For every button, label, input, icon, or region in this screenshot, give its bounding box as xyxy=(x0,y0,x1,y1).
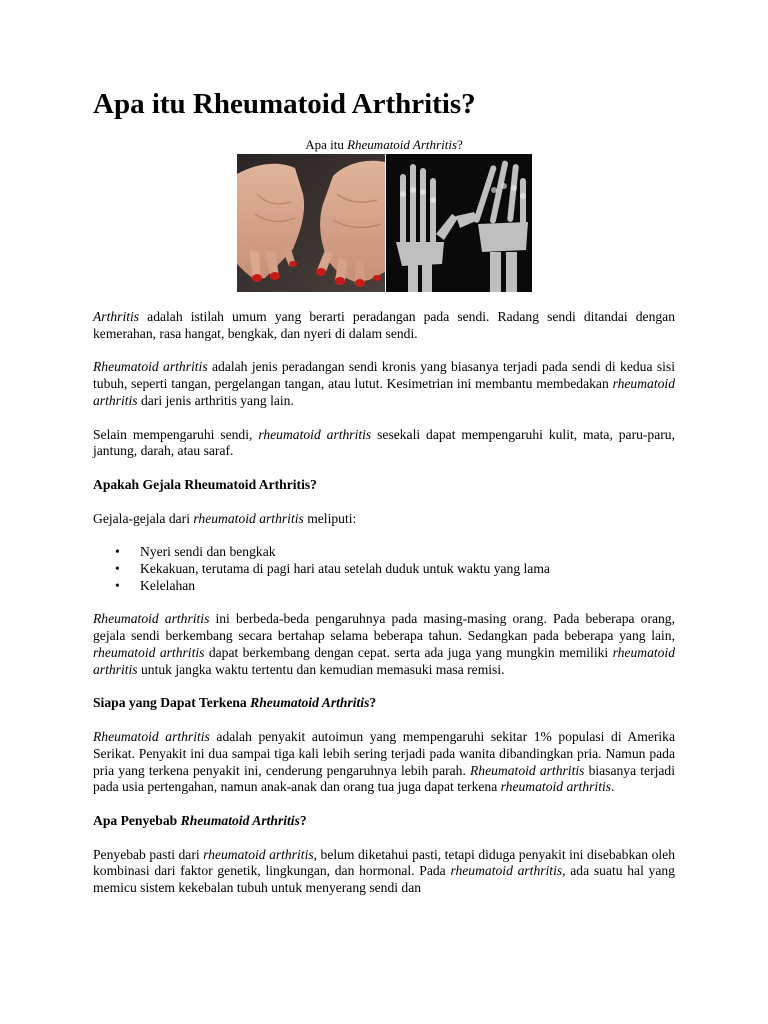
paragraph-causes xyxy=(93,847,675,897)
caption-text: Apa itu xyxy=(305,137,348,152)
body-text: Selain mempengaruhi sendi, xyxy=(93,426,259,442)
list-item-text: Kelelahan xyxy=(140,577,196,593)
emphasis-text: rheumatoid arthritis xyxy=(203,846,314,862)
list-item xyxy=(93,561,675,578)
hands-photo-image xyxy=(237,154,385,292)
body-text: Gejala-gejala dari xyxy=(93,510,194,526)
heading-emphasis: Rheumatoid Arthritis xyxy=(250,695,370,711)
emphasis-text: Rheumatoid arthritis xyxy=(93,728,210,744)
caption-suffix: ? xyxy=(457,137,463,152)
heading-causes xyxy=(93,813,675,830)
emphasis-text: Arthritis xyxy=(93,309,140,324)
paragraph-symptoms-intro xyxy=(93,511,675,528)
body-text: untuk jangka waktu tertentu dan kemudian memasuki masa remisi. xyxy=(137,661,505,677)
body-text: Penyebab pasti dari xyxy=(93,846,204,862)
caption-emphasis: Rheumatoid Arthritis xyxy=(347,137,457,152)
body-text: , belum diketahui pasti, tetapi diduga penyakit ini disebabkan oleh kombinasi dari faktor genetik, lingkungan, dan hormonal. Pada xyxy=(93,846,675,879)
body-text: dari jenis arthritis yang lain. xyxy=(137,392,294,408)
list-item-text: Kekakuan, terutama di pagi hari atau setelah duduk untuk waktu yang lama xyxy=(140,560,550,576)
page-title: Apa itu Rheumatoid Arthritis? xyxy=(93,88,476,120)
heading-emphasis: Rheumatoid Arthritis xyxy=(180,812,300,828)
figure-caption xyxy=(0,137,768,153)
bullet-icon: • xyxy=(115,560,120,576)
paragraph-who-affected xyxy=(93,729,675,796)
symptoms-list xyxy=(93,544,675,594)
body-text: ini berbeda-beda pengaruhnya pada masing-masing orang. Pada beberapa orang, gejala sendi berkembang secara bertahap selama beberapa tahun. Sedangkan pada beberapa yang lain, xyxy=(93,611,675,644)
heading-text: ? xyxy=(299,812,307,828)
paragraph-ra-definition xyxy=(93,359,675,409)
body-text: . xyxy=(611,779,615,795)
list-item xyxy=(93,544,675,561)
body-text: meliputi: xyxy=(303,510,357,526)
paragraph-ra-variation xyxy=(93,611,675,678)
emphasis-text: rheumatoid arthritis xyxy=(450,863,563,879)
heading-symptoms: Apakah Gejala Rheumatoid Arthritis? xyxy=(93,476,317,492)
body-text: dapat berkembang dengan cepat. serta ada juga yang mungkin memiliki xyxy=(204,644,613,660)
list-item-text: Nyeri sendi dan bengkak xyxy=(140,544,276,560)
heading-text: ? xyxy=(369,695,377,711)
bullet-icon: • xyxy=(115,577,120,593)
emphasis-text: Rheumatoid arthritis xyxy=(93,611,210,627)
emphasis-text: rheumatoid arthritis xyxy=(93,376,675,408)
emphasis-text: Rheumatoid arthritis xyxy=(93,359,208,375)
body-text: adalah penyakit autoimun yang mempengaruhi sekitar 1% populasi di Amerika Serikat. Penyakit ini dua sampai tiga kali lebih sering terjadi pada wanita dibandingkan pria. Namun pada pria yang terkena penyakit ini, cenderung pengaruhnya lebih parah. xyxy=(93,728,675,778)
emphasis-text: rheumatoid arthritis xyxy=(93,644,205,660)
hands-xray-image xyxy=(386,154,532,292)
article-body xyxy=(93,309,675,914)
heading-who-affected xyxy=(93,695,675,712)
paragraph-arthritis-definition xyxy=(93,309,675,343)
body-text: sesekali dapat mempengaruhi kulit, mata, paru-paru, jantung, darah, atau saraf. xyxy=(93,426,675,459)
body-text: adalah istilah umum yang berarti peradangan pada sendi. Radang sendi ditandai dengan kemerahan, rasa hangat, bengkak, dan nyeri di dalam sendi. xyxy=(93,309,675,341)
emphasis-text: rheumatoid arthritis xyxy=(500,779,612,795)
emphasis-text: rheumatoid arthritis xyxy=(193,510,304,526)
heading-text: Siapa yang Dapat Terkena xyxy=(93,695,251,711)
body-text: adalah jenis peradangan sendi kronis yang biasanya terjadi pada sendi di kedua sisi tubuh, seperti tangan, pergelangan tangan, atau lutut. Kesimetrian ini membantu membedakan xyxy=(93,359,675,392)
paragraph-ra-effects xyxy=(93,427,675,461)
emphasis-text: rheumatoid arthritis xyxy=(93,644,676,677)
emphasis-text: Rheumatoid arthritis xyxy=(470,762,585,778)
bullet-icon: • xyxy=(115,544,120,560)
heading-text: Apa Penyebab xyxy=(93,812,181,828)
list-item xyxy=(93,578,675,595)
emphasis-text: rheumatoid arthritis xyxy=(258,426,372,442)
body-text: , ada suatu hal yang memicu sistem kekebalan tubuh untuk menyerang sendi dan xyxy=(93,863,675,896)
body-text: biasanya terjadi pada usia pertengahan, namun anak-anak dan orang tua juga dapat terkena xyxy=(93,762,675,795)
